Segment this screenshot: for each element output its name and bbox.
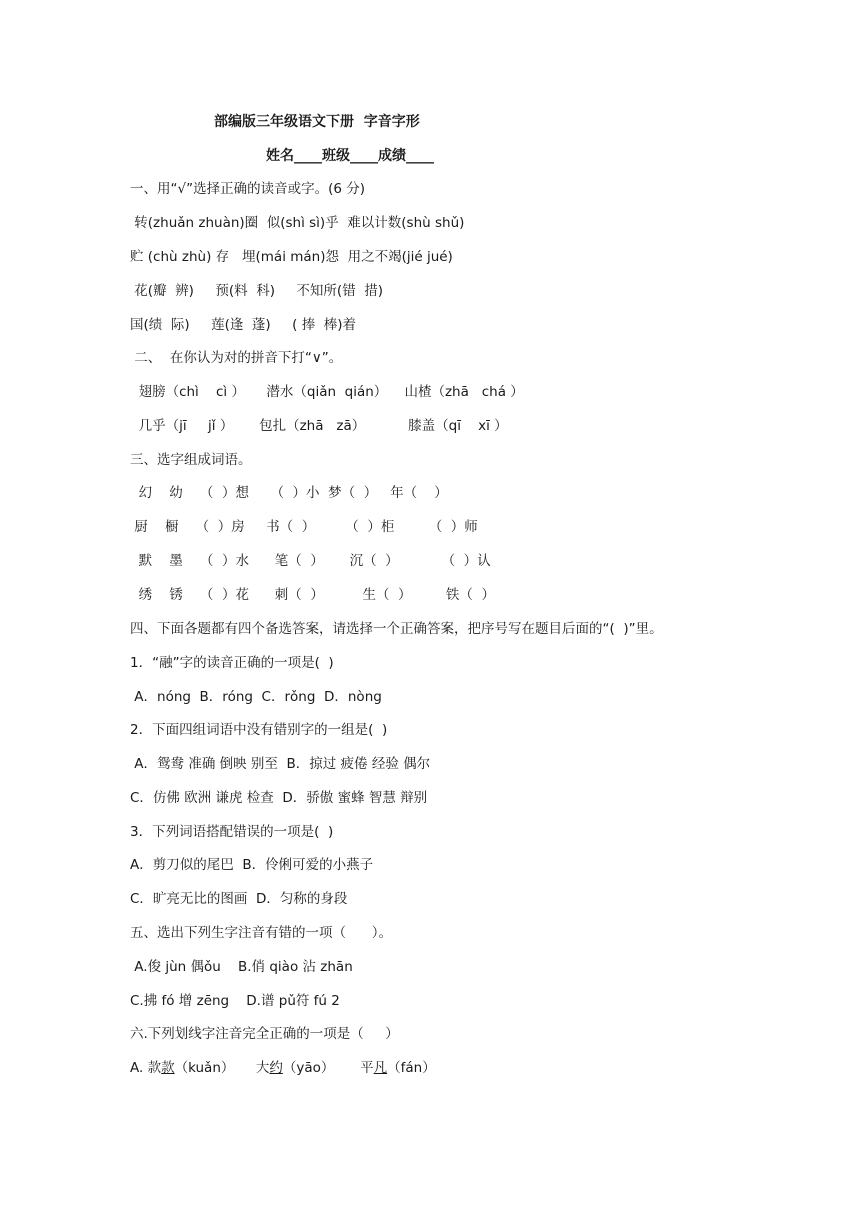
section-5-heading: 五、选出下列生字注音有错的一项（ ）。 bbox=[130, 925, 392, 941]
pinyin: （kuǎn） bbox=[174, 1060, 235, 1076]
question-2: 2．下面四组词语中没有错别字的一组是( ) bbox=[130, 722, 388, 738]
section-5-options-ab: A.俊 jùn 偶ǒu B.俏 qiào 沾 zhān bbox=[130, 959, 353, 975]
section-6-heading: 六.下列划线字注音完全正确的一项是（ ） bbox=[130, 1026, 399, 1042]
section-2-line: 几乎（jī jǐ ） 包扎（zhā zā） 膝盖（qī xī ） bbox=[130, 418, 508, 434]
pinyin: （fán） bbox=[387, 1060, 436, 1076]
section-3-line: 绣 锈 （ ）花 刺（ ） 生（ ） 铁（ ） bbox=[130, 587, 495, 603]
underlined-char: 凡 bbox=[373, 1060, 388, 1076]
section-1-line: 国(绩 际) 莲(逢 蓬) ( 捧 棒)着 bbox=[130, 317, 357, 333]
section-1-heading: 一、用“√”选择正确的读音或字。(6 分) bbox=[130, 181, 366, 197]
word-char: 款 bbox=[147, 1060, 162, 1076]
question-1: 1．“融”字的读音正确的一项是( ) bbox=[130, 655, 334, 671]
word-char: 平 bbox=[360, 1060, 374, 1076]
section-4-heading: 四、下面各题都有四个备选答案，请选择一个正确答案，把序号写在题目后面的“( )”里。 bbox=[130, 621, 663, 637]
student-info-line: 姓名____班级____成绩____ bbox=[266, 148, 434, 164]
section-1-line: 转(zhuǎn zhuàn)圈 似(shì sì)乎 难以计数(shù shǔ) bbox=[130, 215, 465, 231]
section-5-options-cd: C.拂 fó 增 zēng D.谱 pǔ符 fú 2 bbox=[130, 993, 340, 1009]
section-2-line: 翅膀（chì cì ） 潜水（qiǎn qián） 山楂（zhā chá ） bbox=[130, 384, 524, 400]
question-3-options-cd: C．旷亮无比的图画 D．匀称的身段 bbox=[130, 891, 348, 907]
word-char: 大 bbox=[255, 1060, 270, 1076]
section-2-heading: 二、 在你认为对的拼音下打“∨”。 bbox=[130, 350, 343, 366]
question-1-options: A．nóng B．róng C．rǒng D．nòng bbox=[130, 689, 382, 705]
underlined-char: 约 bbox=[269, 1060, 283, 1076]
question-3: 3．下列词语搭配错误的一项是( ) bbox=[130, 824, 334, 840]
question-2-options-ab: A．鸳鸯 准确 倒映 别至 B．掠过 疲倦 经验 偶尔 bbox=[130, 756, 431, 772]
section-3-heading: 三、选字组成词语。 bbox=[130, 452, 252, 468]
section-1-line: 贮 (chù zhù) 存 埋(mái mán)怨 用之不竭(jié jué) bbox=[130, 249, 453, 265]
question-2-options-cd: C．仿佛 欧洲 谦虎 检查 D．骄傲 蜜蜂 智慧 辩别 bbox=[130, 790, 428, 806]
section-3-line: 默 墨 （ ）水 笔（ ） 沉（ ） （ ）认 bbox=[130, 553, 491, 569]
underlined-char: 款 bbox=[161, 1060, 175, 1076]
section-1-line: 花(瓣 辨) 预(料 科) 不知所(错 措) bbox=[130, 283, 384, 299]
question-3-options-ab: A．剪刀似的尾巴 B．伶俐可爱的小燕子 bbox=[130, 857, 374, 873]
section-6-option-a bbox=[130, 1059, 436, 1077]
document-title: 部编版三年级语文下册 字音字形 bbox=[214, 114, 420, 130]
section-3-line: 厨 橱 （ ）房 书（ ） （ ）柜 （ ）师 bbox=[130, 519, 478, 535]
option-label: A. bbox=[130, 1060, 148, 1076]
pinyin: （yāo） bbox=[282, 1060, 335, 1076]
section-3-line: 幻 幼 （ ）想 （ ）小 梦（ ） 年（ ） bbox=[130, 485, 448, 501]
